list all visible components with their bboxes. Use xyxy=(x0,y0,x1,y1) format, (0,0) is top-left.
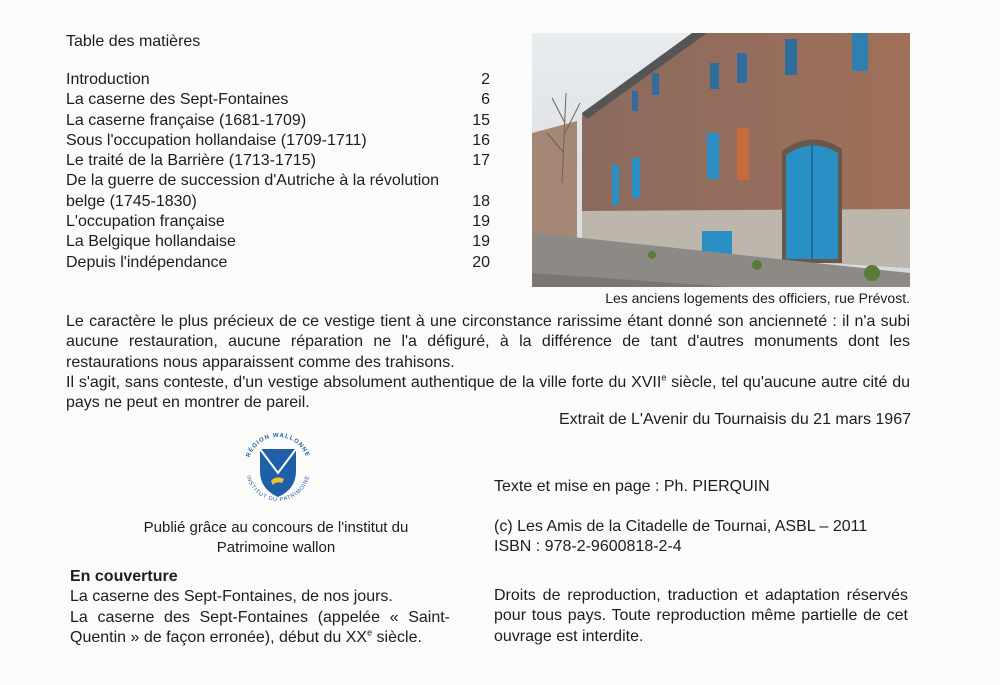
barracks-photo xyxy=(532,33,910,287)
toc-entry-title: La caserne des Sept-Fontaines xyxy=(66,91,289,109)
toc-entry-title: L'occupation française xyxy=(66,213,225,231)
toc-entry xyxy=(66,90,490,110)
toc-entry-page: 6 xyxy=(481,91,490,109)
svg-text:INSTITUT DU PATRIMOINE: INSTITUT DU PATRIMOINE xyxy=(244,474,312,504)
toc-entry-title-continued: belge (1745-1830) xyxy=(66,192,197,210)
rights-notice: Droits de reproduction, traduction et adaptation réservés pour tous pays. Toute reproduction même partielle de cet ouvrage est interdite. xyxy=(494,587,908,645)
cover-heading: En couverture xyxy=(70,568,178,585)
toc-entry xyxy=(66,131,490,151)
toc-entry-title: Sous l'occupation hollandaise (1709-1711) xyxy=(66,131,367,149)
logo-seal-icon xyxy=(236,425,320,509)
toc-entry-page: 15 xyxy=(472,111,490,129)
toc-entry xyxy=(66,70,490,90)
toc-entry-title: La Belgique hollandaise xyxy=(66,233,236,251)
isbn-line: ISBN : 978-2-9600818-2-4 xyxy=(494,538,682,556)
photo-caption: Les anciens logements des officiers, rue Prévost. xyxy=(605,290,910,306)
toc-entry xyxy=(66,111,490,131)
institut-du-patrimoine-logo xyxy=(236,425,320,509)
cover-notes xyxy=(70,567,450,648)
toc-entry xyxy=(66,171,490,212)
toc-entry-page: 18 xyxy=(472,192,490,210)
copyright-block xyxy=(494,517,908,558)
author-credit: Texte et mise en page : Ph. PIERQUIN xyxy=(494,478,770,495)
barracks-photo-illustration xyxy=(532,33,910,287)
toc-entry-title: La caserne française (1681-1709) xyxy=(66,111,307,129)
table-of-contents xyxy=(66,70,490,273)
toc-entry-page: 2 xyxy=(481,71,490,88)
quote-paragraph: Le caractère le plus précieux de ce vestige tient à une circonstance rarissime étant donné son ancienneté : il n'a subi aucune restauration, aucune réparation ne l'a défiguré, à la différence de tant d'autres monuments dont les restaurations nous apparaissent comme des trahisons. xyxy=(66,313,910,371)
quote-paragraph: Il s'agit, sans conteste, d'un vestige absolument authentique de la ville forte du XVIIe siècle, tel qu'aucune autre cité du pays ne peut en montrer de pareil. xyxy=(66,372,910,412)
toc-entry xyxy=(66,212,490,232)
toc-entry-title: Introduction xyxy=(66,71,150,88)
publication-credit: Publié grâce au concours de l'institut du Patrimoine wallon xyxy=(143,519,409,556)
cover-line: La caserne des Sept-Fontaines, de nos jours. xyxy=(70,588,393,606)
toc-entry xyxy=(66,253,490,273)
toc-entry-title: Le traité de la Barrière (1713-1715) xyxy=(66,152,316,170)
copyright-line: (c) Les Amis de la Citadelle de Tournai, ASBL – 2011 xyxy=(494,518,868,535)
toc-title: Table des matières xyxy=(66,33,201,50)
svg-text:RÉGION WALLONNE: RÉGION WALLONNE xyxy=(245,432,311,459)
toc-entry-page: 16 xyxy=(472,131,490,149)
toc-entry xyxy=(66,151,490,171)
toc-entry-page: 19 xyxy=(472,213,490,231)
cover-line: La caserne des Sept-Fontaines (appelée « Saint-Quentin » de façon erronée), début du XXe siècle. xyxy=(70,608,450,646)
quote-source: Extrait de L'Avenir du Tournaisis du 21 mars 1967 xyxy=(559,411,911,428)
toc-entry-title: De la guerre de succession d'Autriche à la révolution xyxy=(66,172,440,190)
toc-entry-page: 17 xyxy=(472,152,490,170)
toc-entry xyxy=(66,232,490,252)
quote-text xyxy=(66,312,910,413)
toc-entry-title: Depuis l'indépendance xyxy=(66,253,228,271)
toc-entry-page: 20 xyxy=(472,253,490,271)
toc-entry-page: 19 xyxy=(472,233,490,251)
